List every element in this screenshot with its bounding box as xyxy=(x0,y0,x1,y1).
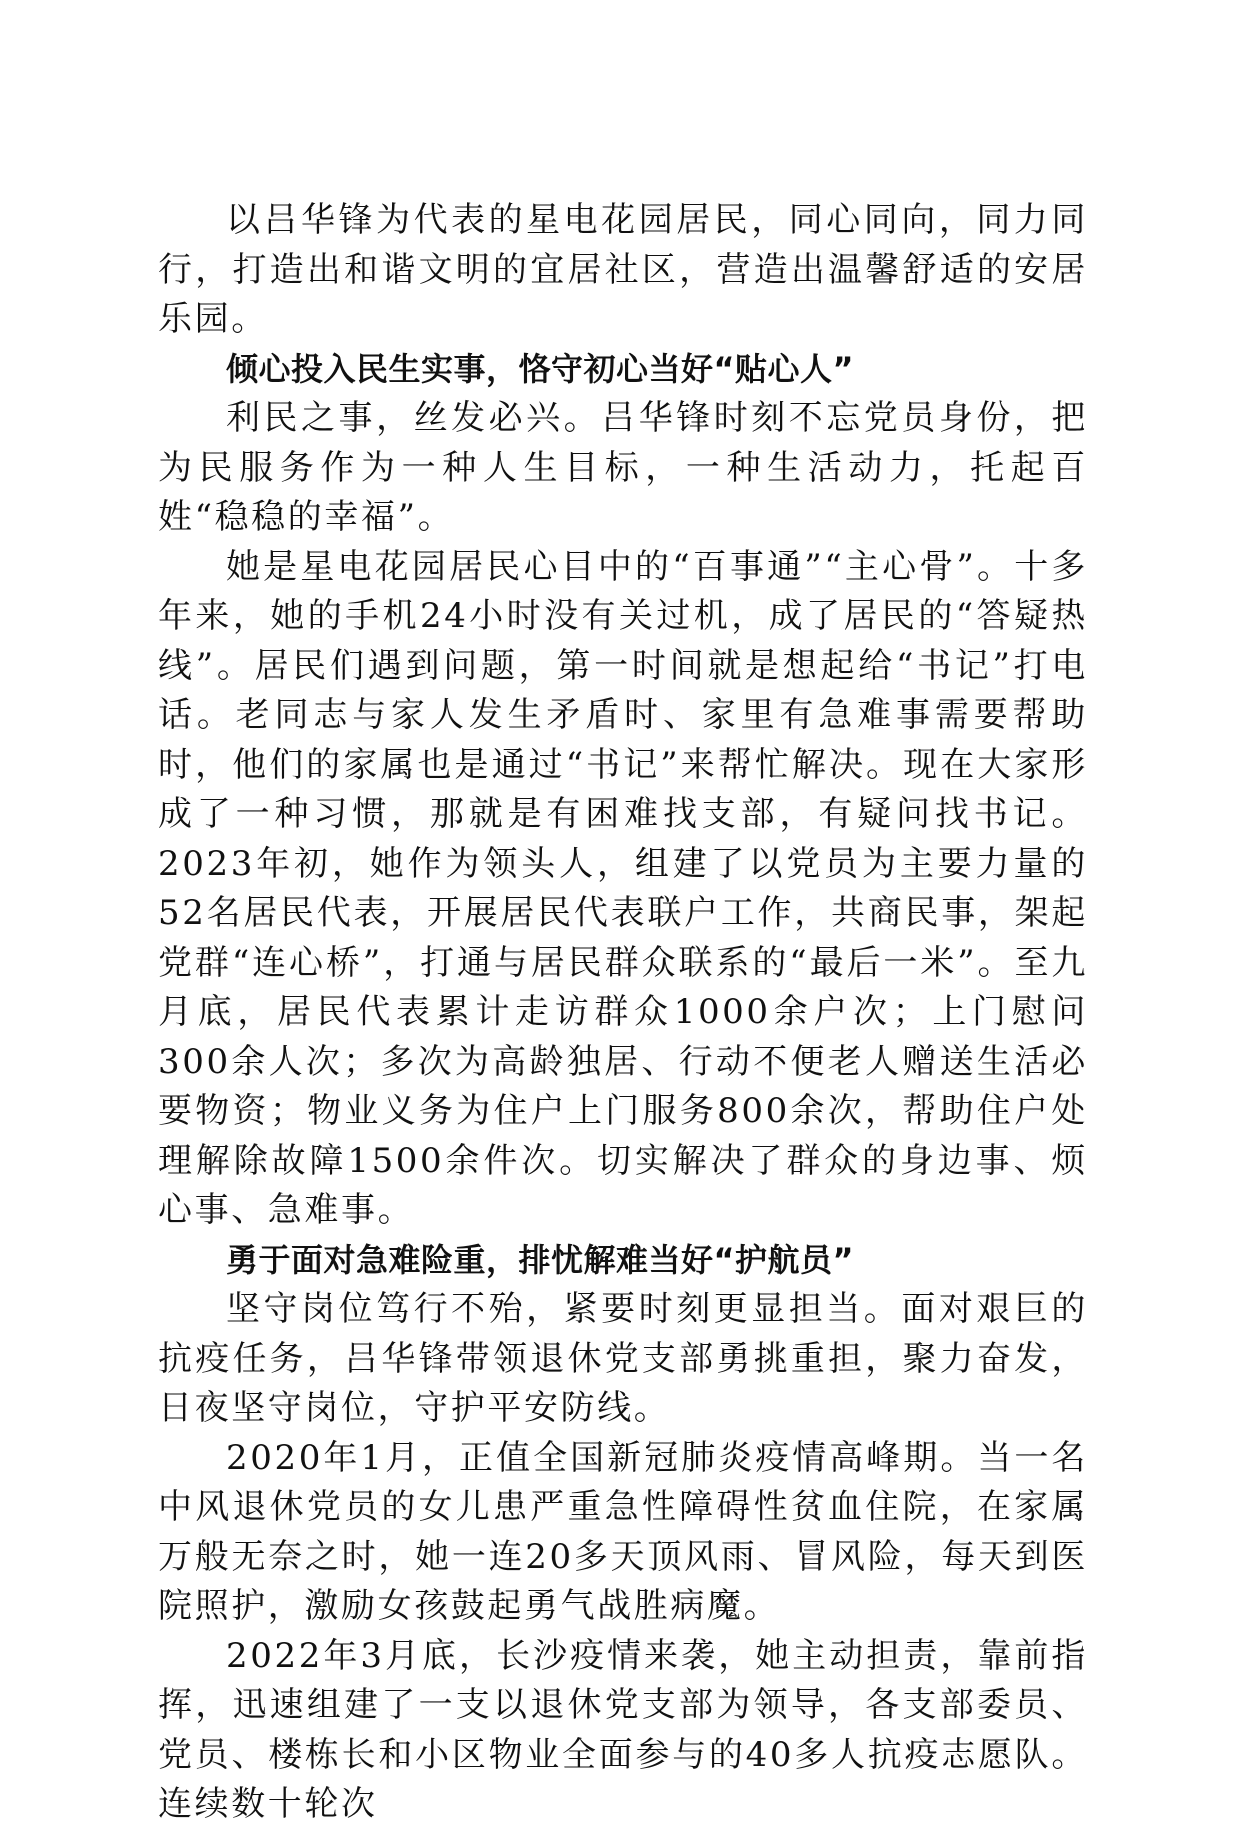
body-paragraph: 她是星电花园居民心目中的“百事通”“主心骨”。十多年来，她的手机24小时没有关过机，成了居民的“答疑热线”。居民们遇到问题，第一时间就是想起给“书记”打电话。老同志与家人发生矛盾时、家里有急难事需要帮助时，他们的家属也是通过“书记”来帮忙解决。现在大家形成了一种习惯，那就是有困难找支部，有疑问找书记。2023年初，她作为领头人，组建了以党员为主要力量的52名居民代表，开展居民代表联户工作，共商民事，架起党群“连心桥”，打通与居民群众联系的“最后一米”。至九月底，居民代表累计走访群众1000余户次；上门慰问 300余人次；多次为高龄独居、行动不便老人赠送生活必要物资；物业义务为住户上门服务800余次，帮助住户处理解除故障1500余件次。切实解决了群众的身边事、烦心事、急难事。 xyxy=(158,546,1088,1230)
section-heading: 勇于面对急难险重，排忧解难当好“护航员” xyxy=(226,1240,855,1279)
body-paragraph: 坚守岗位笃行不殆，紧要时刻更显担当。面对艰巨的抗疫任务，吕华锋带领退休党支部勇挑重担，聚力奋发，日夜坚守岗位，守护平安防线。 xyxy=(158,1289,1088,1428)
section-heading: 倾心投入民生实事，恪守初心当好“贴心人” xyxy=(226,349,855,388)
body-paragraph: 2020年1月，正值全国新冠肺炎疫情高峰期。当一名中风退休党员的女儿患严重急性障碍性贫血住院，在家属万般无奈之时，她一连20多天顶风雨、冒风险，每天到医院照护，激励女孩鼓起勇气战胜病魔。 xyxy=(158,1437,1088,1626)
body-paragraph: 以吕华锋为代表的星电花园居民，同心同向，同力同行，打造出和谐文明的宜居社区，营造出温馨舒适的安居乐园。 xyxy=(158,200,1088,339)
document-body xyxy=(158,196,1088,1830)
body-paragraph: 2022年3月底，长沙疫情来袭，她主动担责，靠前指挥，迅速组建了一支以退休党支部为领导，各支部委员、党员、楼栋长和小区物业全面参与的40多人抗疫志愿队。连续数十轮次 xyxy=(158,1635,1088,1824)
body-paragraph: 利民之事，丝发必兴。吕华锋时刻不忘党员身份，把为民服务作为一种人生目标，一种生活动力，托起百姓“稳稳的幸福”。 xyxy=(158,398,1088,537)
